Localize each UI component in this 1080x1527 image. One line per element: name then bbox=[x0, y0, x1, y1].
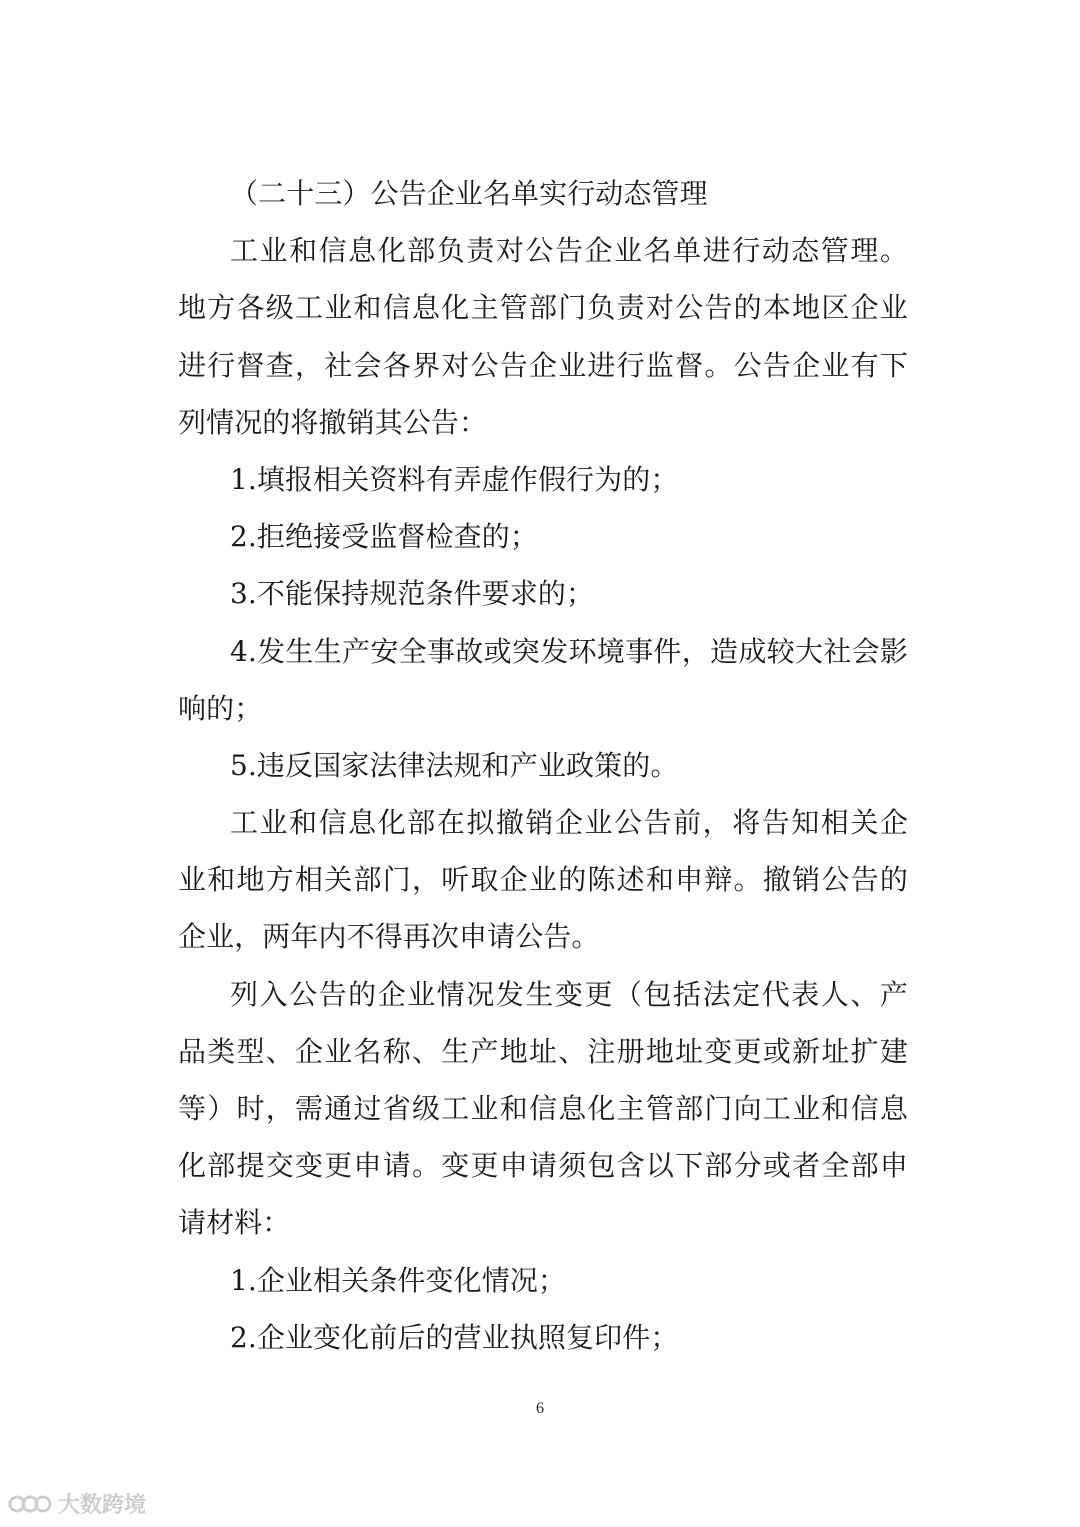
paragraph-line: 企业，两年内不得再次申请公告。 bbox=[178, 920, 600, 954]
list-item: 3.不能保持规范条件要求的； bbox=[230, 577, 595, 611]
page-number: 6 bbox=[536, 1400, 544, 1417]
dashu-logo-icon bbox=[8, 1491, 52, 1517]
paragraph-line: 品类型、企业名称、生产地址、注册地址变更或新址扩建 bbox=[178, 1034, 908, 1068]
list-item: 1.填报相关资料有弄虚作假行为的； bbox=[230, 462, 679, 496]
paragraph-line: 列情况的将撤销其公告： bbox=[178, 405, 488, 439]
paragraph-line: 等）时，需通过省级工业和信息化主管部门向工业和信息 bbox=[178, 1092, 908, 1125]
section-heading: （二十三）公告企业名单实行动态管理 bbox=[230, 177, 708, 210]
paragraph-line: 工业和信息化部负责对公告企业名单进行动态管理。 bbox=[230, 234, 908, 268]
paragraph-line: 工业和信息化部在拟撤销企业公告前，将告知相关企 bbox=[230, 806, 908, 840]
watermark-text: 大数跨境 bbox=[58, 1493, 147, 1518]
paragraph-line: 地方各级工业和信息化主管部门负责对公告的本地区企业 bbox=[178, 291, 908, 325]
list-item: 4.发生生产安全事故或突发环境事件，造成较大社会影 bbox=[230, 634, 908, 668]
paragraph-line: 列入公告的企业情况发生变更（包括法定代表人、产 bbox=[230, 977, 908, 1011]
list-item: 1.企业相关条件变化情况； bbox=[230, 1263, 567, 1297]
paragraph-line: 请材料： bbox=[178, 1206, 291, 1240]
list-item: 2.拒绝接受监督检查的； bbox=[230, 520, 538, 554]
watermark bbox=[8, 1488, 146, 1519]
document-body bbox=[178, 165, 908, 1366]
paragraph-line: 化部提交变更申请。变更申请须包含以下部分或者全部申 bbox=[178, 1149, 908, 1183]
list-item-continuation: 响的； bbox=[178, 691, 263, 725]
list-item: 5.违反国家法律法规和产业政策的。 bbox=[230, 748, 679, 782]
list-item: 2.企业变化前后的营业执照复印件； bbox=[230, 1320, 679, 1354]
paragraph-line: 业和地方相关部门，听取企业的陈述和申辩。撤销公告的 bbox=[178, 863, 908, 897]
paragraph-line: 进行督查，社会各界对公告企业进行监督。公告企业有下 bbox=[178, 348, 908, 382]
